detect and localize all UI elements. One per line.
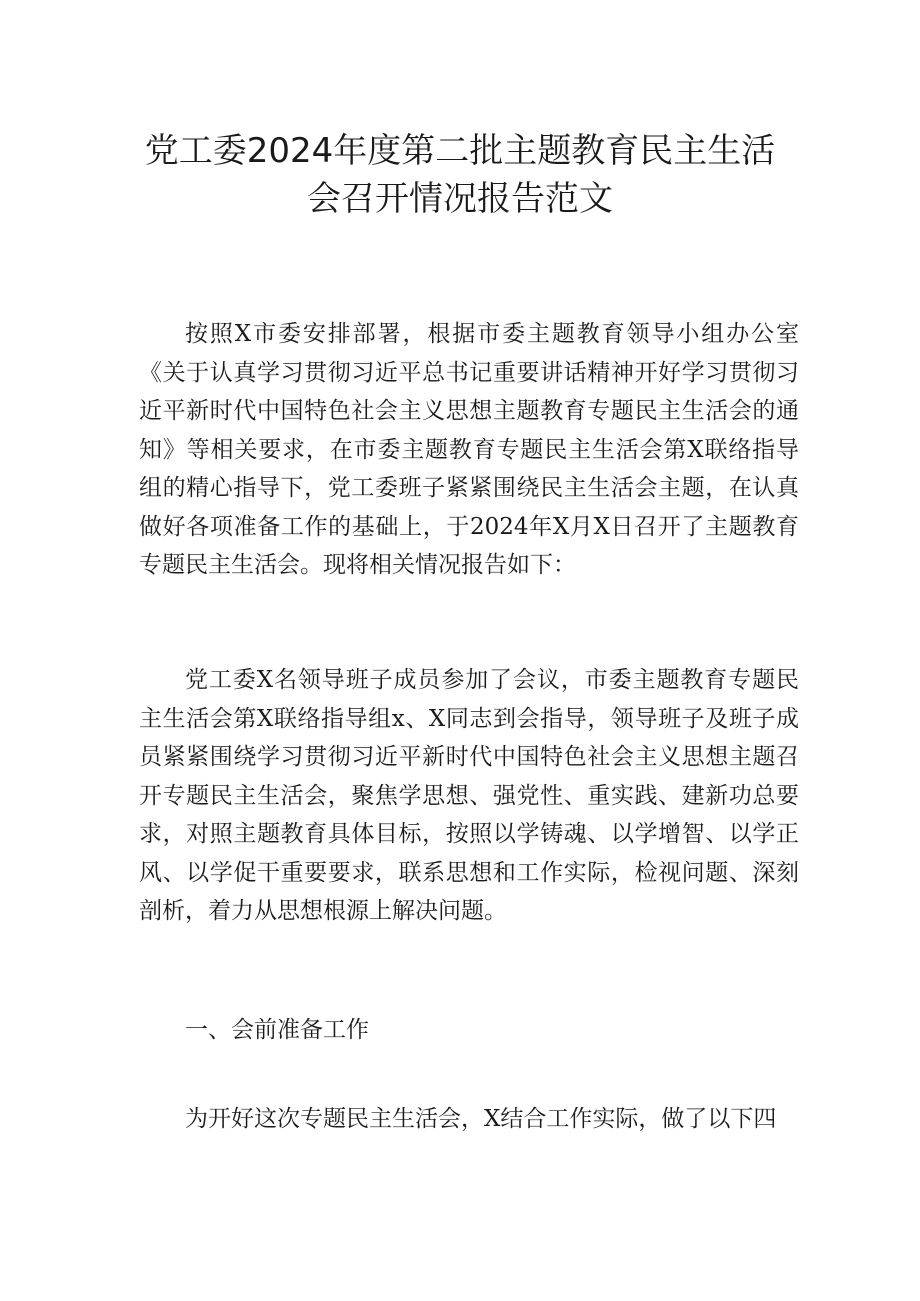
document-title-line-1: 党工委2024年度第二批主题教育民主生活 (144, 131, 776, 171)
paragraph-intro: 按照X市委安排部署，根据市委主题教育领导小组办公室《关于认真学习贯彻习近平总书记重要讲话精神开好学习贯彻习近平新时代中国特色社会主义思想主题教育专题民主生活会的通知》等相关要求，在市委主题教育专题民主生活会第X联络指导组的精心指导下，党工委班子紧紧围绕民主生活会主题，在认真做好各项准备工作的基础上，于2024年X月X日召开了主题教育专题民主生活会。现将相关情况报告如下： (139, 321, 799, 578)
document-title-line-2: 会召开情况报告范文 (307, 179, 613, 219)
paragraph-preparation: 为开好这次专题民主生活会，X结合工作实际，做了以下四 (185, 1106, 777, 1132)
paragraph-attendance: 党工委X名领导班子成员参加了会议，市委主题教育专题民主生活会第X联络指导组x、X同志到会指导，领导班子及班子成员紧紧围绕学习贯彻习近平新时代中国特色社会主义思想主题召开专题民主生活会，聚焦学思想、强党性、重实践、建新功总要求，对照主题教育具体目标，按照以学铸魂、以学增智、以学正风、以学促干重要要求，联系思想和工作实际，检视问题、深刻剖析，着力从思想根源上解决问题。 (139, 667, 799, 924)
section-heading-preparation: 一、会前准备工作 (185, 1017, 369, 1043)
